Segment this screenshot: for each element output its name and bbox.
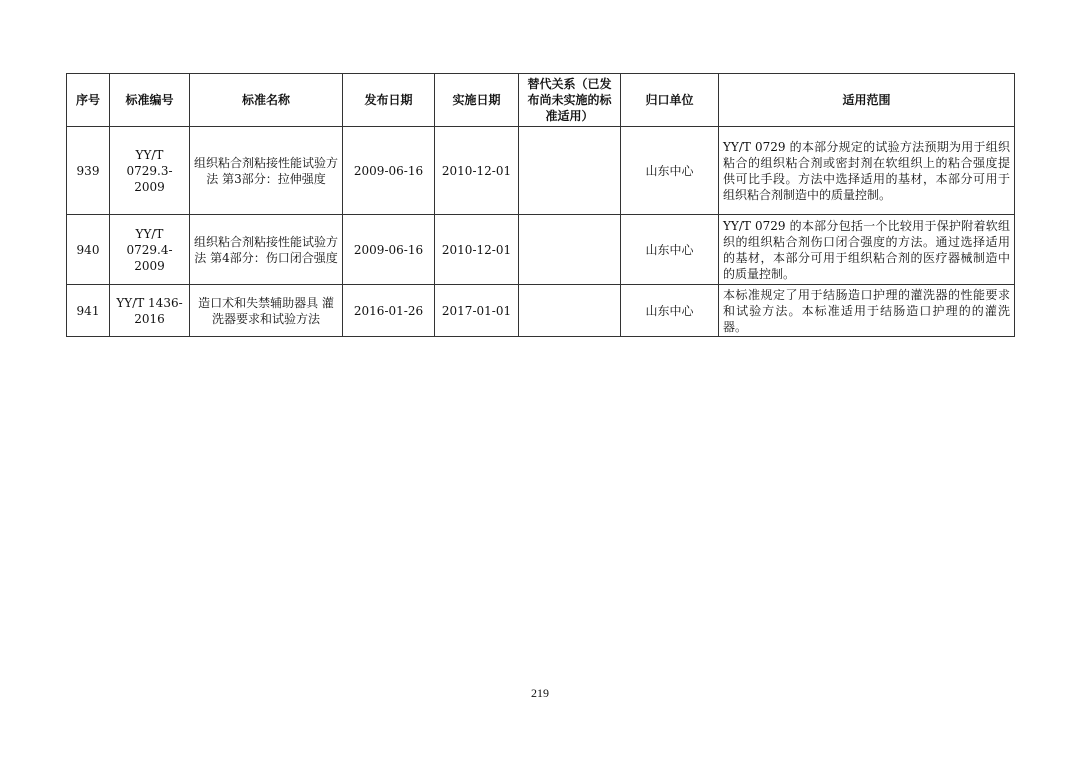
cell-replacement: [519, 285, 621, 337]
cell-replacement: [519, 215, 621, 285]
cell-seq: 941: [67, 285, 110, 337]
cell-scope: YY/T 0729 的本部分包括一个比较用于保护附着软组织的组织粘合剂伤口闭合强度的方法。通过选择适用的基材，本部分可用于组织粘合剂的医疗器械制造中的质量控制。: [719, 215, 1015, 285]
header-implement-date: 实施日期: [435, 74, 519, 127]
cell-code: YY/T 0729.4-2009: [110, 215, 190, 285]
header-unit: 归口单位: [621, 74, 719, 127]
cell-implement-date: 2017-01-01: [435, 285, 519, 337]
header-row: [67, 74, 1015, 127]
cell-implement-date: 2010-12-01: [435, 127, 519, 215]
table-body: [67, 127, 1015, 337]
table-row: [67, 127, 1015, 215]
header-seq: 序号: [67, 74, 110, 127]
cell-scope: YY/T 0729 的本部分规定的试验方法预期为用于组织粘合的组织粘合剂或密封剂在软组织上的粘合强度提供可比手段。方法中选择适用的基材，本部分可用于组织粘合剂制造中的质量控制。: [719, 127, 1015, 215]
header-replacement: 替代关系（已发布尚未实施的标准适用）: [519, 74, 621, 127]
cell-publish-date: 2009-06-16: [343, 215, 435, 285]
table-header: [67, 74, 1015, 127]
cell-publish-date: 2016-01-26: [343, 285, 435, 337]
cell-replacement: [519, 127, 621, 215]
cell-publish-date: 2009-06-16: [343, 127, 435, 215]
cell-unit: 山东中心: [621, 127, 719, 215]
header-scope: 适用范围: [719, 74, 1015, 127]
standards-table: [66, 73, 1015, 337]
table-row: [67, 215, 1015, 285]
cell-code: YY/T 0729.3-2009: [110, 127, 190, 215]
cell-implement-date: 2010-12-01: [435, 215, 519, 285]
cell-unit: 山东中心: [621, 215, 719, 285]
header-name: 标准名称: [190, 74, 343, 127]
cell-seq: 940: [67, 215, 110, 285]
cell-code: YY/T 1436-2016: [110, 285, 190, 337]
cell-unit: 山东中心: [621, 285, 719, 337]
header-publish-date: 发布日期: [343, 74, 435, 127]
cell-name: 造口术和失禁辅助器具 灌洗器要求和试验方法: [190, 285, 343, 337]
cell-name: 组织粘合剂粘接性能试验方法 第4部分：伤口闭合强度: [190, 215, 343, 285]
cell-seq: 939: [67, 127, 110, 215]
page-number: 219: [531, 686, 549, 700]
table-row: [67, 285, 1015, 337]
cell-scope: 本标准规定了用于结肠造口护理的灌洗器的性能要求和试验方法。本标准适用于结肠造口护理的的灌洗器。: [719, 285, 1015, 337]
header-code: 标准编号: [110, 74, 190, 127]
cell-name: 组织粘合剂粘接性能试验方法 第3部分：拉伸强度: [190, 127, 343, 215]
